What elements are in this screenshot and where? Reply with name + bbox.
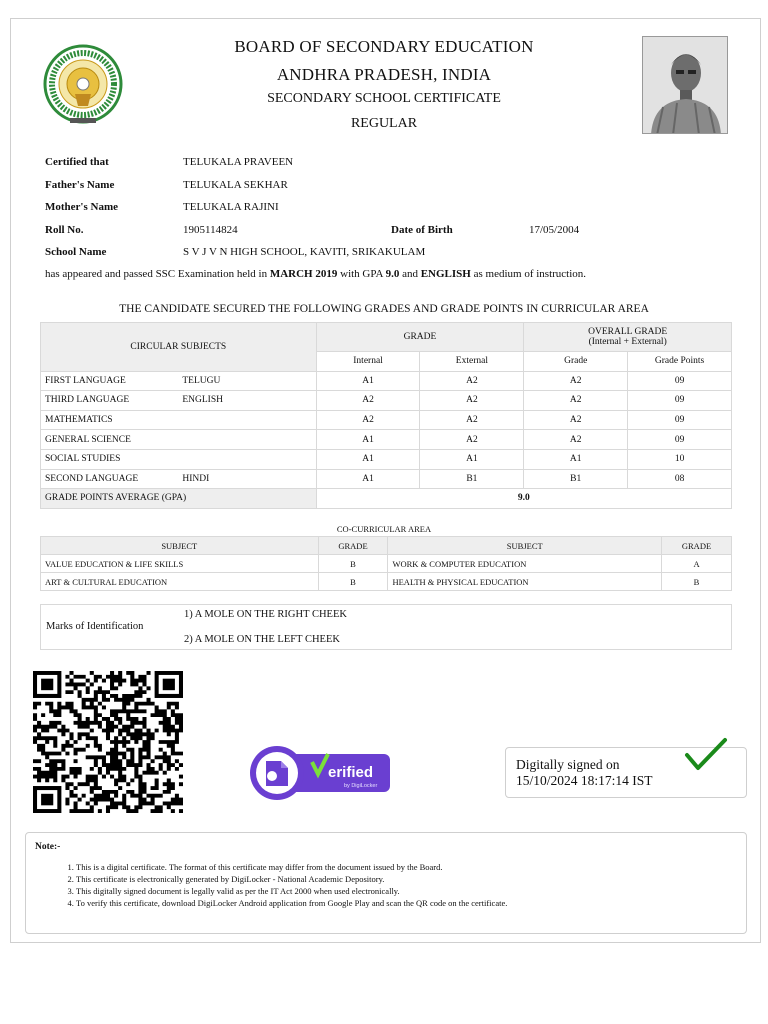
header-overall-grade: Grade — [524, 352, 628, 372]
gpa-value: 9.0 — [316, 489, 731, 509]
grades-table — [40, 322, 732, 509]
gpa-inline: 9.0 — [385, 268, 400, 280]
grades-section-title: THE CANDIDATE SECURED THE FOLLOWING GRADES AND GRADE POINTS IN CURRICULAR AREA — [119, 303, 649, 315]
identification-label: Marks of Identification — [46, 621, 144, 632]
header-external: External — [420, 352, 524, 372]
verified-text: erified — [328, 764, 374, 781]
digilocker-verified-badge — [248, 744, 392, 802]
signed-label: Digitally signed on — [516, 757, 620, 772]
verified-sub: by DigiLocker — [344, 783, 378, 789]
header-subjects: CIRCULAR SUBJECTS — [41, 323, 317, 372]
table-row: THIRD LANGUAGE ENGLISH A2 A2 A2 09 — [41, 391, 732, 411]
board-title: BOARD OF SECONDARY EDUCATION — [234, 37, 534, 56]
dob-value: 17/05/2004 — [529, 224, 580, 236]
table-row: MATHEMATICS A2 A2 A2 09 — [41, 410, 732, 430]
identification-mark-2: 2) A MOLE ON THE LEFT CHEEK — [184, 634, 340, 645]
qr-code-icon[interactable] — [33, 671, 183, 813]
state-title: ANDHRA PRADESH, INDIA — [276, 65, 492, 84]
identification-box — [40, 604, 732, 650]
header-overall: OVERALL GRADE (Internal + External) — [524, 323, 732, 352]
exam-session: MARCH 2019 — [269, 268, 338, 280]
list-item: 2. This certificate is electronically generated by DigiLocker - National Academic Depository. — [76, 873, 507, 885]
gpa-label: GRADE POINTS AVERAGE (GPA) — [41, 489, 317, 509]
certificate-type: REGULAR — [350, 116, 418, 131]
father-label: Father's Name — [45, 179, 115, 191]
gpa-row — [41, 489, 732, 509]
certified-label: Certified that — [45, 156, 109, 168]
list-item: 1. This is a digital certificate. The format of this certificate may differ from the document issued by the Board. — [76, 861, 507, 873]
medium: ENGLISH — [420, 268, 471, 280]
mother-label: Mother's Name — [45, 201, 119, 213]
notes-title: Note:- — [35, 842, 61, 852]
roll-number: 1905114824 — [183, 224, 238, 236]
identification-mark-1: 1) A MOLE ON THE RIGHT CHEEK — [184, 609, 347, 620]
header-grade: GRADE — [316, 323, 524, 352]
notes-box — [25, 832, 747, 934]
candidate-name: TELUKALA PRAVEEN — [183, 156, 294, 168]
header-internal: Internal — [316, 352, 420, 372]
table-row: VALUE EDUCATION & LIFE SKILLS B WORK & COMPUTER EDUCATION A — [41, 555, 732, 573]
table-row: SECOND LANGUAGE HINDI A1 B1 B1 08 — [41, 469, 732, 489]
certificate-title: SECONDARY SCHOOL CERTIFICATE — [267, 91, 501, 106]
cocurricular-title: CO-CURRICULAR AREA — [336, 524, 432, 534]
table-row: FIRST LANGUAGE TELUGU A1 A2 A2 09 — [41, 371, 732, 391]
school-label: School Name — [45, 246, 107, 258]
pass-statement: has appeared and passed SSC Examination held in MARCH 2019 with GPA 9.0 and ENGLISH as medium of instruction. — [45, 268, 587, 280]
list-item: 3. This digitally signed document is legally valid as per the IT Act 2000 when used electronically. — [76, 885, 507, 897]
mother-name: TELUKALA RAJINI — [183, 201, 279, 213]
cocurricular-table: SUBJECT GRADE SUBJECT GRADE VALUE EDUCATION & LIFE SKILLS B WORK & COMPUTER EDUCATION A ART & CULTURAL EDUCATION B HEALTH & PHYSICAL EDUCATION B — [40, 536, 732, 591]
signed-timestamp: 15/10/2024 18:17:14 IST — [516, 773, 653, 788]
school-name: S V J V N HIGH SCHOOL, KAVITI, SRIKAKULAM — [183, 246, 426, 258]
candidate-photo — [642, 36, 728, 134]
father-name: TELUKALA SEKHAR — [183, 179, 288, 191]
notes-list — [36, 861, 507, 909]
list-item: 4. To verify this certificate, download DigiLocker Android application from Google Play and scan the QR code on the certificate. — [76, 897, 507, 909]
table-row: ART & CULTURAL EDUCATION B HEALTH & PHYSICAL EDUCATION B — [41, 573, 732, 591]
table-row: GENERAL SCIENCE A1 A2 A2 09 — [41, 430, 732, 450]
dob-label: Date of Birth — [391, 224, 453, 236]
table-row: SOCIAL STUDIES A1 A1 A1 10 — [41, 449, 732, 469]
roll-label: Roll No. — [45, 224, 84, 236]
person-photo-icon — [643, 37, 728, 134]
header-grade-points: Grade Points — [628, 352, 732, 372]
check-mark-icon — [684, 737, 728, 771]
